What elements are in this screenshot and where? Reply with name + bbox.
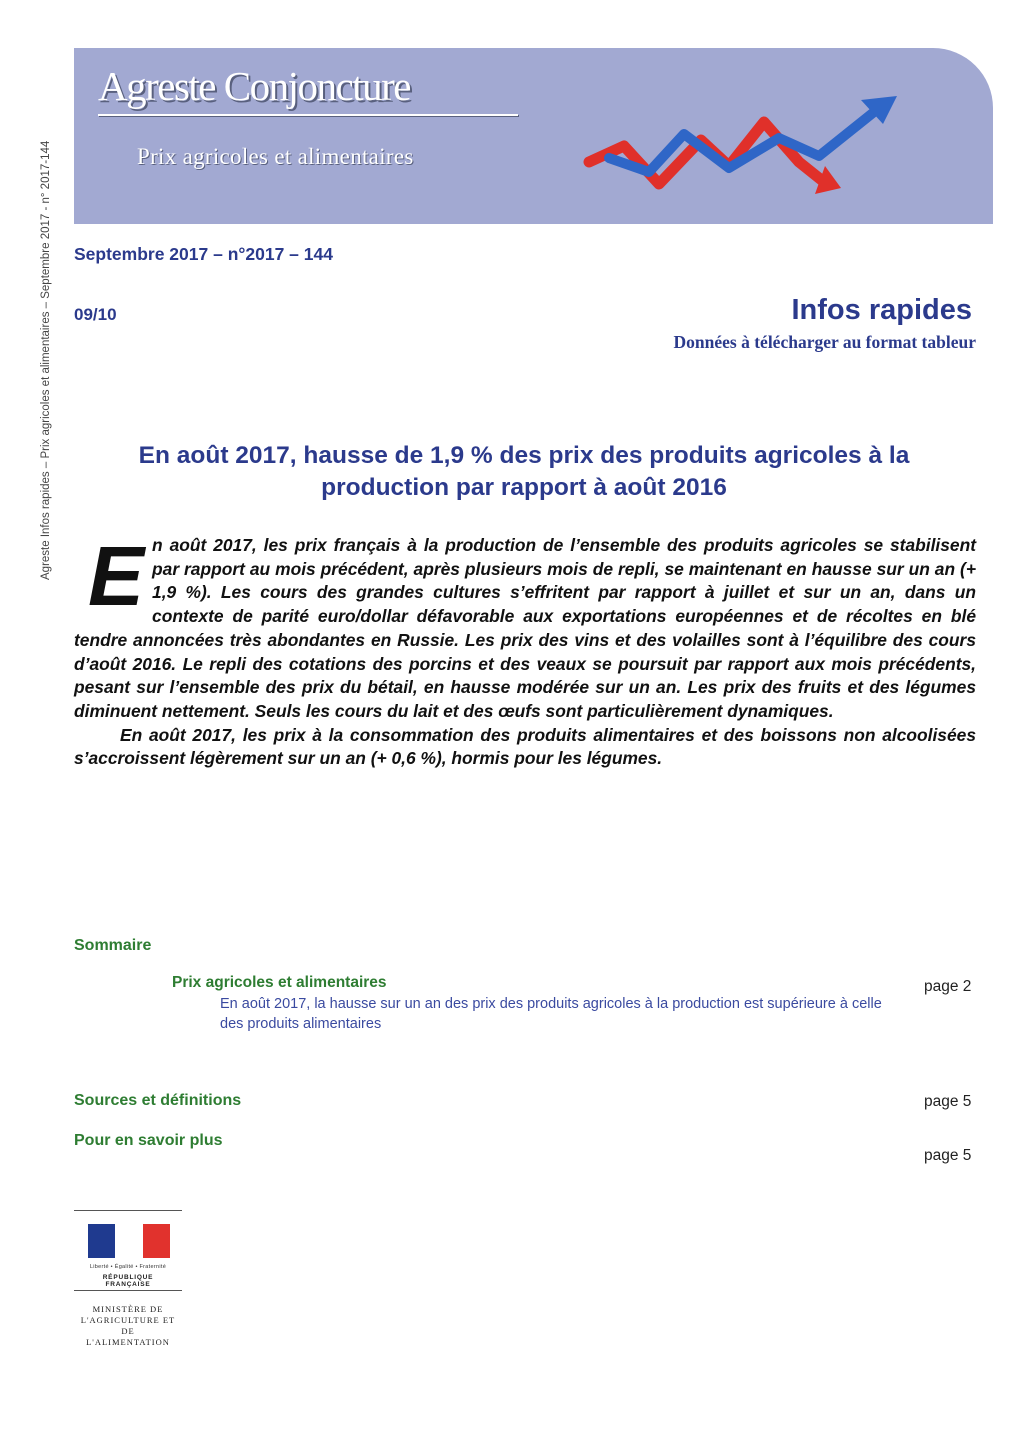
headline-line-2: production par rapport à août 2016 <box>321 474 727 501</box>
sources-page: page 5 <box>924 1093 972 1110</box>
issue-number: Septembre 2017 – n°2017 – 144 <box>74 244 333 264</box>
header-banner <box>74 48 993 224</box>
sommaire-heading: Sommaire <box>74 937 152 954</box>
more-info-page: page 5 <box>924 1147 972 1164</box>
brand-title: Agreste Conjoncture <box>98 63 410 109</box>
sources-link[interactable]: Sources et définitions <box>74 1092 242 1109</box>
logo-top-rule <box>74 1210 182 1211</box>
summary-paragraph-1: n août 2017, les prix français à la production de l’ensemble des produits agricoles se stabilisent par rapport au mois précédent, après plusieurs mois de repli, se maintenant en hausse sur un an (+ 1,9 %). Les cours des grandes cultures s’effritent par rapport à juillet et sur un an, dans un contexte de parité euro/dollar défavorable aux exportations européennes et de récoltes en blé tendre annoncées très abondantes en Russie. Les prix des vins et des volailles sont à l’équilibre des cours d’août 2016. Le repli des cotations des porcins et des veaux se poursuit par rapport aux mois précédents, pesant sur l’ensemble des prix du bétail, en hausse modérée sur un an. Les prix des fruits et des légumes diminuent nettement. Seuls les cours du lait et des œufs sont particulièrement dynamiques. <box>74 535 976 721</box>
logo-republic: RÉPUBLIQUE FRANÇAISE <box>102 1274 154 1288</box>
side-running-title: Agreste Infos rapides – Prix agricoles et alimentaires – Septembre 2017 - n° 2017-144 <box>40 140 52 580</box>
banner-subtitle: Prix agricoles et alimentaires <box>137 144 414 169</box>
logo-middle-rule <box>74 1290 182 1291</box>
headline-line-1: En août 2017, hausse de 1,9 % des prix des produits agricoles à la <box>138 442 910 469</box>
sommaire-item-description: En août 2017, la hausse sur un an des prix des produits agricoles à la production est supérieure à celle des produits alimentaires <box>220 996 882 1032</box>
infos-rapides-title: Infos rapides <box>791 294 972 326</box>
sommaire-item-page: page 2 <box>924 978 972 995</box>
download-spreadsheet-link[interactable]: Données à télécharger au format tableur <box>673 332 976 352</box>
more-info-link[interactable]: Pour en savoir plus <box>74 1132 223 1149</box>
sommaire-item-prix-link[interactable]: Prix agricoles et alimentaires <box>172 974 387 991</box>
summary-paragraph-2: En août 2017, les prix à la consommation des produits alimentaires et des boissons non alcoolisées s’accroissent légèrement sur un an (+ 0,6 %), hormis pour les légumes. <box>74 724 976 769</box>
publication-date: 09/10 <box>74 305 117 324</box>
headline <box>74 440 974 504</box>
marianne-flag-icon <box>88 1224 170 1258</box>
logo-ministry: MINISTÈRE DE L'AGRICULTURE ET DE L'ALIMENTATION <box>80 1304 176 1347</box>
ministry-logo <box>74 1210 182 1362</box>
logo-motto: Liberté • Égalité • Fraternité <box>89 1264 167 1270</box>
price-arrows-icon <box>579 84 909 214</box>
brand-underline <box>98 114 518 116</box>
summary-text <box>74 529 976 771</box>
drop-cap: E <box>88 529 145 623</box>
